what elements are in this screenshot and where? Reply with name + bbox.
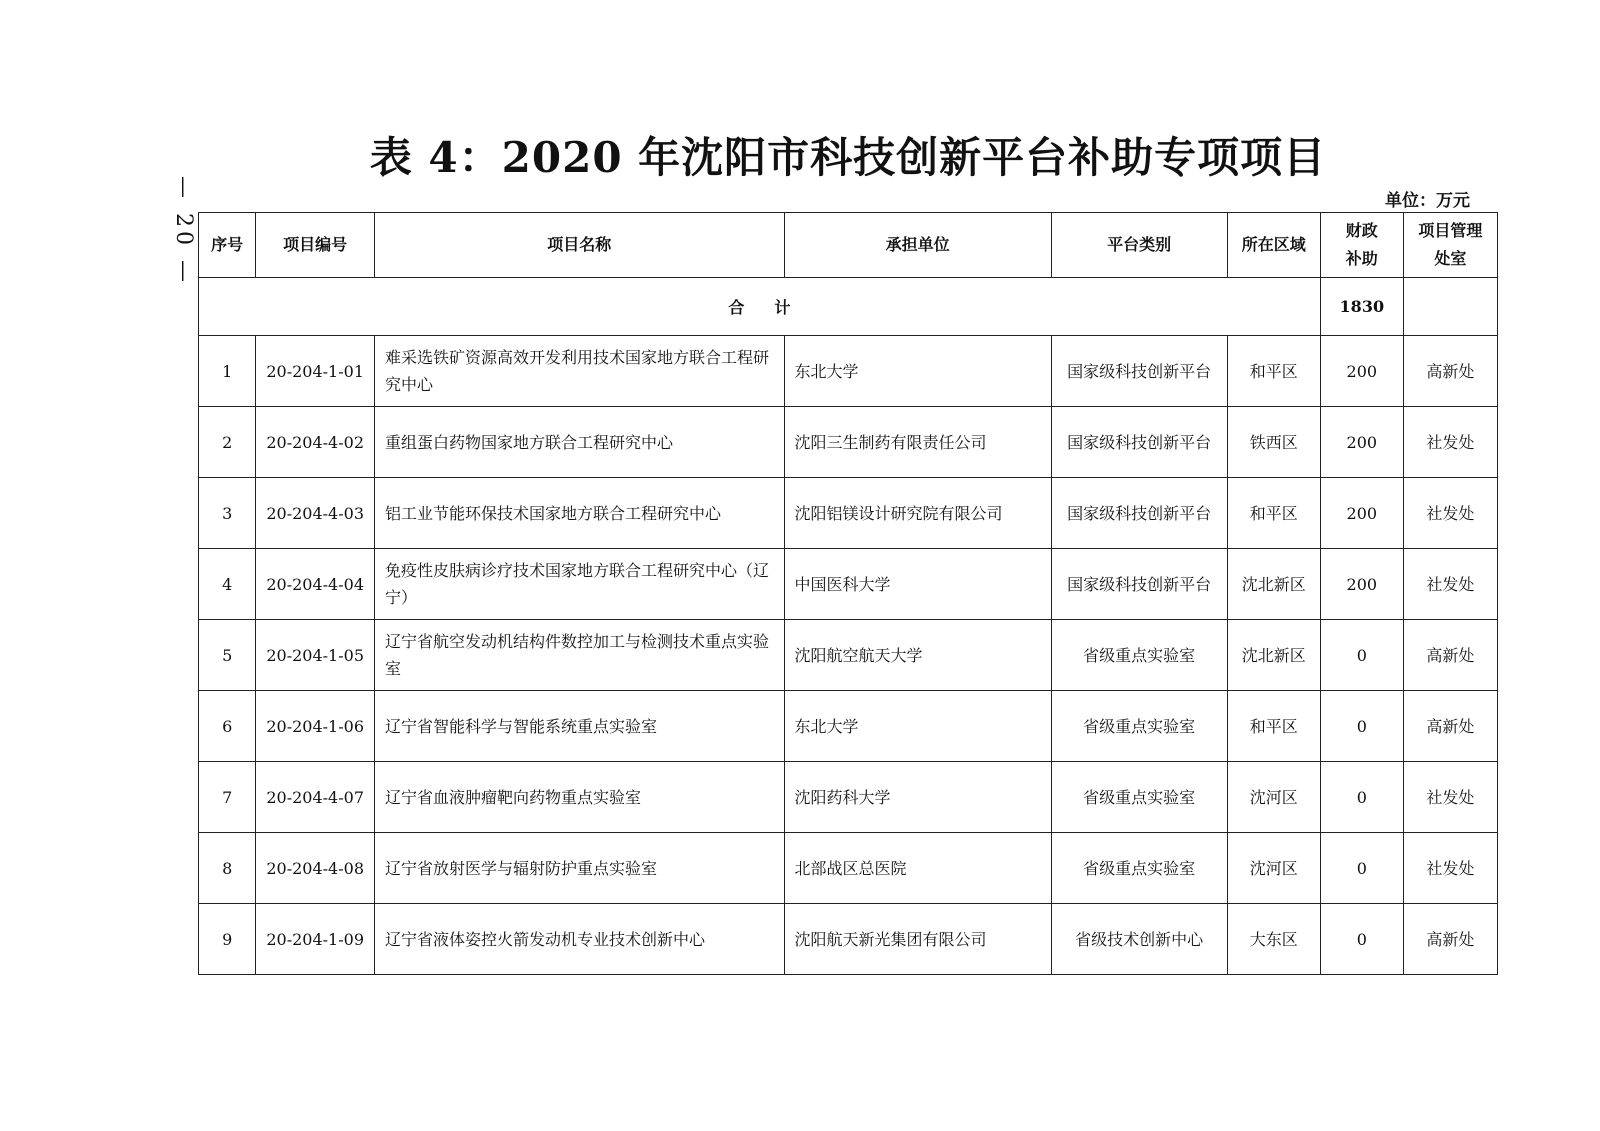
cell-code: 20-204-4-04 [256,549,375,620]
cell-seq: 6 [199,691,256,762]
cell-name: 辽宁省血液肿瘤靶向药物重点实验室 [375,762,784,833]
cell-dept: 高新处 [1403,620,1497,691]
cell-name: 难采选铁矿资源高效开发利用技术国家地方联合工程研究中心 [375,336,784,407]
cell-dept: 社发处 [1403,762,1497,833]
header-seq: 序号 [199,213,256,278]
cell-dept: 社发处 [1403,407,1497,478]
cell-name: 辽宁省智能科学与智能系统重点实验室 [375,691,784,762]
cell-org: 沈阳航天新光集团有限公司 [784,904,1051,975]
cell-funding: 200 [1320,407,1403,478]
cell-seq: 2 [199,407,256,478]
table-row [199,691,1498,762]
cell-name: 辽宁省放射医学与辐射防护重点实验室 [375,833,784,904]
cell-org: 沈阳药科大学 [784,762,1051,833]
total-label-text: 合计 [728,298,821,317]
table-row [199,407,1498,478]
table-row [199,904,1498,975]
cell-type: 省级重点实验室 [1051,762,1227,833]
header-dept [1403,213,1497,278]
cell-type: 省级技术创新中心 [1051,904,1227,975]
cell-org: 东北大学 [784,691,1051,762]
header-type: 平台类别 [1051,213,1227,278]
cell-code: 20-204-1-01 [256,336,375,407]
cell-funding: 0 [1320,833,1403,904]
cell-funding: 200 [1320,549,1403,620]
header-code: 项目编号 [256,213,375,278]
total-value: 1830 [1320,278,1403,336]
cell-code: 20-204-1-09 [256,904,375,975]
cell-district: 沈河区 [1227,833,1320,904]
cell-name: 重组蛋白药物国家地方联合工程研究中心 [375,407,784,478]
cell-code: 20-204-1-06 [256,691,375,762]
cell-seq: 1 [199,336,256,407]
cell-funding: 0 [1320,762,1403,833]
cell-dept: 社发处 [1403,549,1497,620]
header-funding-line1: 财政 [1345,221,1378,240]
header-district: 所在区域 [1227,213,1320,278]
unit-label: 单位：万元 [1385,191,1470,211]
cell-code: 20-204-1-05 [256,620,375,691]
total-empty-cell [1403,278,1497,336]
cell-org: 中国医科大学 [784,549,1051,620]
header-dept-line1: 项目管理 [1418,221,1483,240]
cell-dept: 高新处 [1403,336,1497,407]
cell-type: 国家级科技创新平台 [1051,336,1227,407]
cell-dept: 社发处 [1403,478,1497,549]
cell-seq: 7 [199,762,256,833]
header-name: 项目名称 [375,213,784,278]
cell-funding: 200 [1320,336,1403,407]
cell-district: 沈北新区 [1227,620,1320,691]
cell-funding: 0 [1320,620,1403,691]
cell-seq: 4 [199,549,256,620]
cell-type: 省级重点实验室 [1051,620,1227,691]
cell-district: 沈河区 [1227,762,1320,833]
table-row [199,762,1498,833]
cell-dept: 高新处 [1403,691,1497,762]
cell-name: 铝工业节能环保技术国家地方联合工程研究中心 [375,478,784,549]
cell-funding: 200 [1320,478,1403,549]
header-funding-line2: 补助 [1345,249,1378,268]
header-funding [1320,213,1403,278]
cell-funding: 0 [1320,691,1403,762]
cell-org: 沈阳铝镁设计研究院有限公司 [784,478,1051,549]
cell-dept: 高新处 [1403,904,1497,975]
table-row [199,620,1498,691]
cell-type: 国家级科技创新平台 [1051,549,1227,620]
cell-code: 20-204-4-02 [256,407,375,478]
cell-code: 20-204-4-07 [256,762,375,833]
cell-district: 铁西区 [1227,407,1320,478]
cell-district: 沈北新区 [1227,549,1320,620]
cell-district: 和平区 [1227,336,1320,407]
cell-district: 和平区 [1227,478,1320,549]
table-row [199,336,1498,407]
cell-district: 和平区 [1227,691,1320,762]
cell-type: 国家级科技创新平台 [1051,478,1227,549]
header-org: 承担单位 [784,213,1051,278]
cell-type: 国家级科技创新平台 [1051,407,1227,478]
cell-seq: 5 [199,620,256,691]
table-row [199,478,1498,549]
cell-type: 省级重点实验室 [1051,691,1227,762]
cell-district: 大东区 [1227,904,1320,975]
total-label [199,278,1321,336]
cell-type: 省级重点实验室 [1051,833,1227,904]
cell-org: 沈阳航空航天大学 [784,620,1051,691]
page-number: — 20 — [171,176,196,286]
cell-code: 20-204-4-03 [256,478,375,549]
project-table [198,212,1498,975]
cell-org: 沈阳三生制药有限责任公司 [784,407,1051,478]
cell-seq: 9 [199,904,256,975]
table-row [199,549,1498,620]
cell-seq: 8 [199,833,256,904]
header-dept-line2: 处室 [1434,249,1467,268]
page-title: 表 4：2020 年沈阳市科技创新平台补助专项项目 [369,133,1327,182]
cell-name: 辽宁省液体姿控火箭发动机专业技术创新中心 [375,904,784,975]
total-row [199,278,1498,336]
table-row [199,833,1498,904]
cell-org: 东北大学 [784,336,1051,407]
cell-dept: 社发处 [1403,833,1497,904]
cell-seq: 3 [199,478,256,549]
cell-org: 北部战区总医院 [784,833,1051,904]
cell-name: 免疫性皮肤病诊疗技术国家地方联合工程研究中心（辽宁） [375,549,784,620]
cell-name: 辽宁省航空发动机结构件数控加工与检测技术重点实验室 [375,620,784,691]
cell-code: 20-204-4-08 [256,833,375,904]
cell-funding: 0 [1320,904,1403,975]
header-row [199,213,1498,278]
